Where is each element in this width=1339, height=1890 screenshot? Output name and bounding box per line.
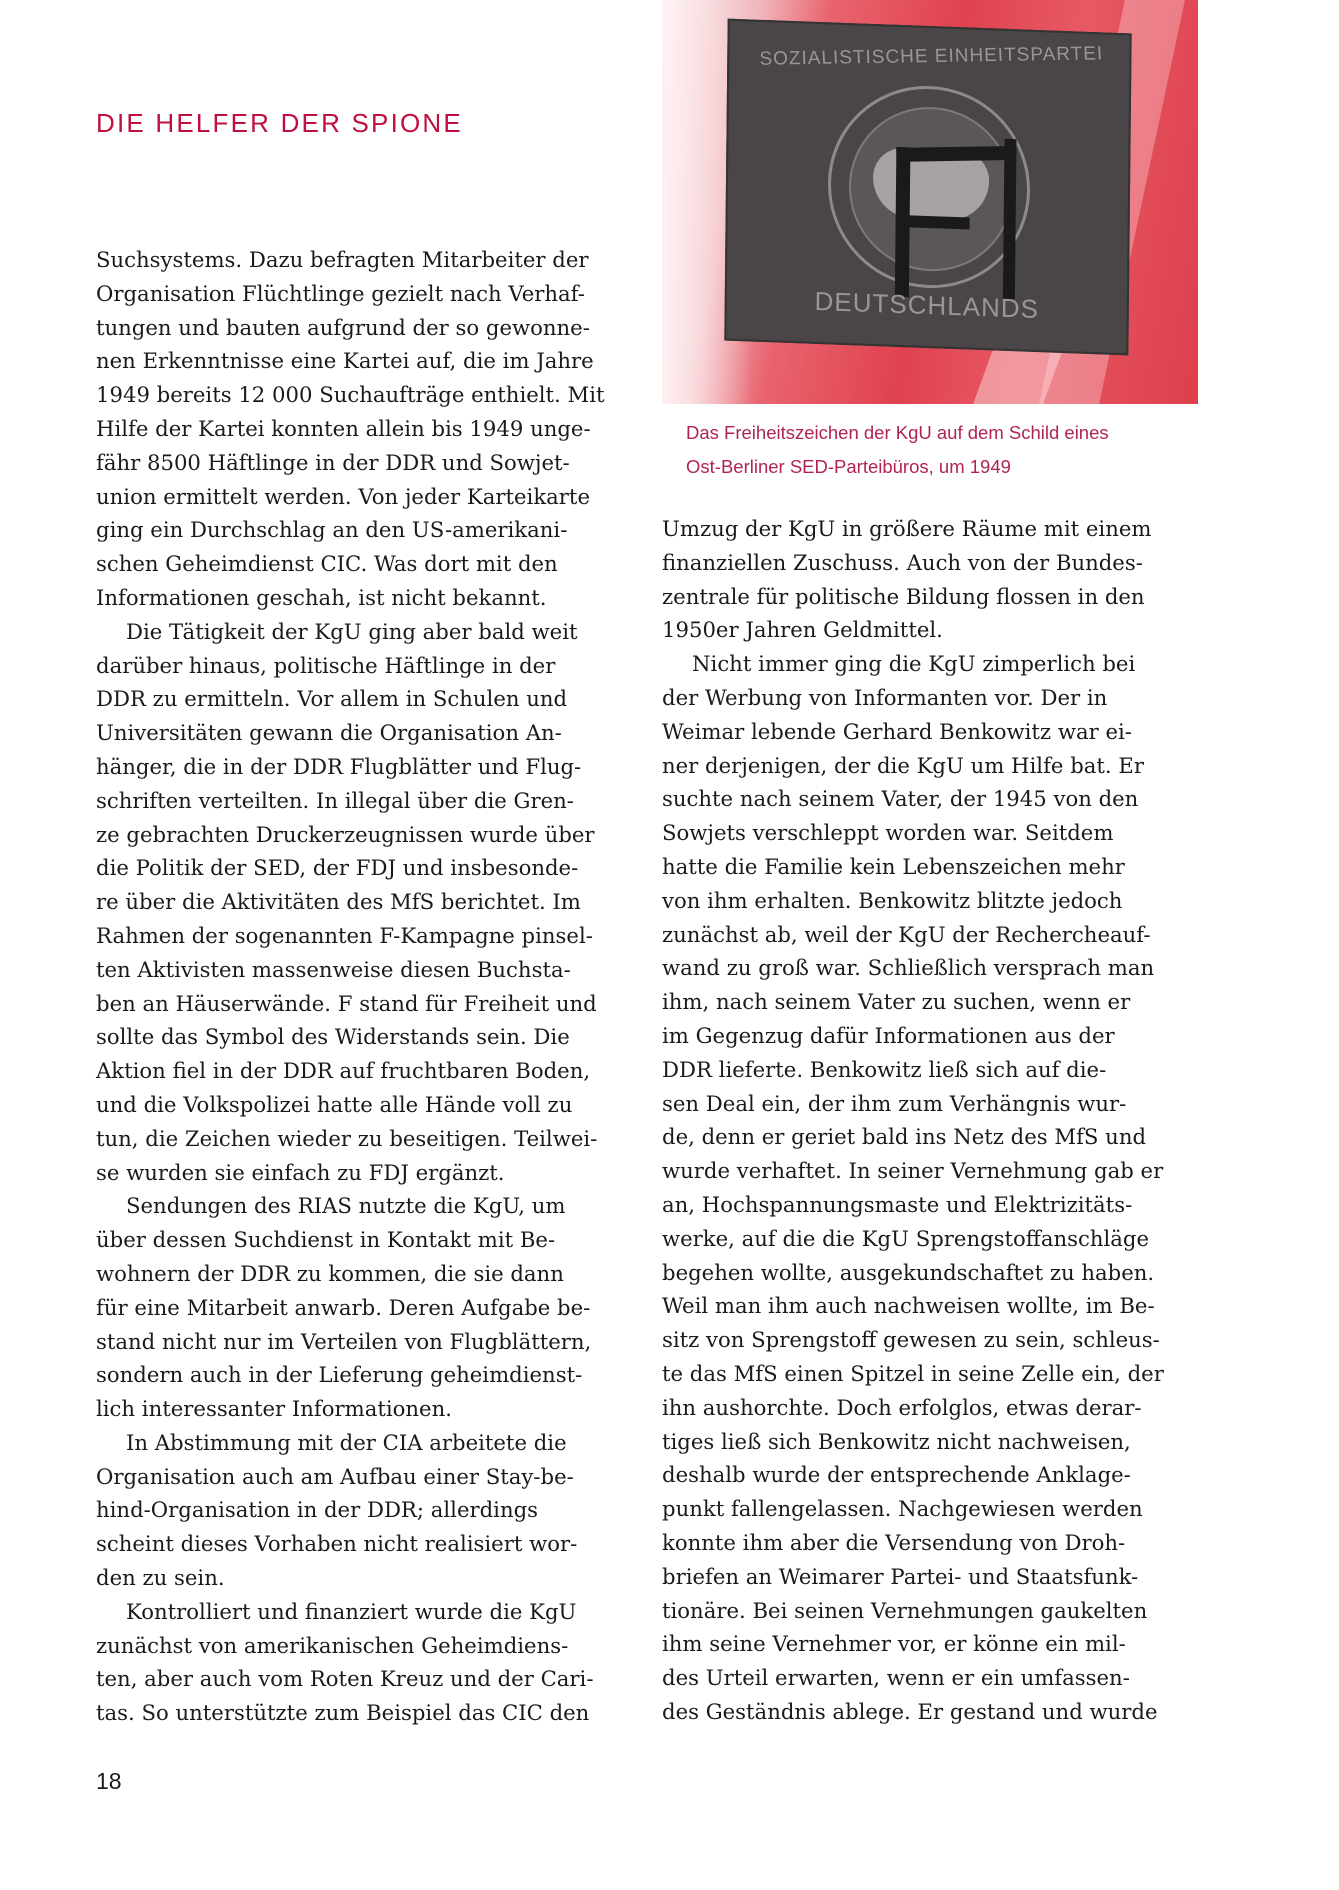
painted-stroke — [1003, 139, 1017, 299]
text-line: 1949 bereits 12 000 Suchaufträge enthielt. Mit — [96, 382, 605, 408]
text-line: wurde verhaftet. In seiner Vernehmung gab er — [662, 1158, 1164, 1184]
text-line: finanziellen Zuschuss. Auch von der Bundes- — [662, 549, 1143, 575]
text-line: wohnern der DDR zu kommen, die sie dann — [96, 1260, 564, 1286]
sign-text-bottom: DEUTSCHLANDS — [814, 285, 1040, 325]
text-line: ihn aushorchte. Doch erfolglos, etwas derar- — [662, 1394, 1142, 1420]
text-line: punkt fallengelassen. Nachgewiesen werden — [662, 1496, 1143, 1522]
text-line: den zu sein. — [96, 1565, 225, 1591]
text-line: ten Aktivisten massenweise diesen Buchsta- — [96, 956, 571, 982]
text-line: Rahmen der sogenannten F-Kampagne pinsel- — [96, 922, 593, 948]
right-text-column — [662, 512, 1202, 1729]
text-line: des Geständnis ablege. Er gestand und wurde — [662, 1698, 1158, 1724]
text-line: ihm, nach seinem Vater zu suchen, wenn er — [662, 989, 1131, 1015]
figure-caption — [686, 416, 1186, 484]
painted-f-stroke — [896, 146, 1011, 162]
text-line: re über die Aktivitäten des MfS berichtet. Im — [96, 889, 581, 915]
figure-photo — [662, 0, 1198, 404]
text-line: suchte nach seinem Vater, der 1945 von den — [662, 786, 1139, 812]
handshake-emblem-icon — [827, 82, 1031, 291]
text-line: Sendungen des RIAS nutzte die KgU, um — [126, 1193, 566, 1219]
text-line: sondern auch in der Lieferung geheimdienst- — [96, 1362, 583, 1388]
text-line: te das MfS einen Spitzel in seine Zelle ein, der — [662, 1360, 1164, 1386]
text-line: briefen an Weimarer Partei- und Staatsfunk- — [662, 1563, 1139, 1589]
text-line: ze gebrachten Druckerzeugnissen wurde über — [96, 821, 595, 847]
text-line: sollte das Symbol des Widerstands sein. Die — [96, 1024, 570, 1050]
text-line: konnte ihm aber die Versendung von Droh- — [662, 1529, 1126, 1555]
text-line: Suchsystems. Dazu befragten Mitarbeiter der — [96, 247, 589, 272]
text-line: ihm seine Vernehmer vor, er könne ein mil- — [662, 1631, 1126, 1657]
page-number: 18 — [96, 1768, 122, 1794]
text-line: hänger, die in der DDR Flugblätter und Flug- — [96, 753, 582, 779]
text-line: 1950er Jahren Geldmittel. — [662, 617, 943, 643]
text-line: der Werbung von Informanten vor. Der in — [662, 684, 1108, 710]
text-line: lich interessanter Informationen. — [96, 1396, 452, 1422]
running-title: DIE HELFER DER SPIONE — [96, 108, 463, 138]
text-line: Nicht immer ging die KgU zimperlich bei — [692, 651, 1136, 677]
caption-line: Das Freiheitszeichen der KgU auf dem Schild eines — [686, 422, 1109, 443]
text-line: Hilfe der Kartei konnten allein bis 1949 unge- — [96, 415, 591, 441]
text-line: an, Hochspannungsmaste und Elektrizitäts- — [662, 1191, 1133, 1217]
sign-text-top: SOZIALISTISCHE EINHEITSPARTEI — [759, 43, 1104, 70]
text-line: tionäre. Bei seinen Vernehmungen gaukelten — [662, 1597, 1148, 1623]
text-line: sitz von Sprengstoff gewesen zu sein, schleus- — [662, 1327, 1160, 1353]
text-line: scheint dieses Vorhaben nicht realisiert wor- — [96, 1531, 578, 1557]
text-line: Weimar lebende Gerhard Benkowitz war ei- — [662, 718, 1132, 744]
text-line: zentrale für politische Bildung flossen in den — [662, 583, 1145, 609]
caption-line: Ost-Berliner SED-Parteibüros, um 1949 — [686, 456, 1011, 477]
text-line: werke, auf die die KgU Sprengstoffanschläge — [662, 1225, 1150, 1251]
text-line: ner derjenigen, der die KgU um Hilfe bat. Er — [662, 752, 1144, 778]
text-line: deshalb wurde der entsprechende Anklage- — [662, 1462, 1131, 1488]
text-line: In Abstimmung mit der CIA arbeitete die — [126, 1429, 567, 1455]
text-line: Aktion fiel in der DDR auf fruchtbaren Boden, — [96, 1058, 591, 1084]
text-line: des Urteil erwarten, wenn er ein umfassen- — [662, 1665, 1130, 1691]
text-line: tungen und bauten aufgrund der so gewonne- — [96, 314, 590, 340]
text-line: ging ein Durchschlag an den US-amerikani- — [96, 517, 568, 543]
text-line: ten, aber auch vom Roten Kreuz und der Cari- — [96, 1666, 594, 1692]
text-line: begehen wollte, ausgekundschaftet zu haben. — [662, 1259, 1155, 1285]
text-line: union ermittelt werden. Von jeder Karteikarte — [96, 483, 590, 509]
text-line: im Gegenzug dafür Informationen aus der — [662, 1022, 1115, 1048]
text-line: Informationen geschah, ist nicht bekannt. — [96, 584, 547, 610]
text-line: nen Erkenntnisse eine Kartei auf, die im Jahre — [96, 348, 594, 374]
text-line: schriften verteilten. In illegal über die Gren- — [96, 787, 574, 813]
text-line: schen Geheimdienst CIC. Was dort mit den — [96, 551, 558, 577]
text-line: ben an Häuserwände. F stand für Freiheit und — [96, 990, 597, 1016]
text-line: hind-Organisation in der DDR; allerdings — [96, 1497, 539, 1523]
text-line: DDR lieferte. Benkowitz ließ sich auf die- — [662, 1056, 1107, 1082]
text-line: von ihm erhalten. Benkowitz blitzte jedoch — [662, 887, 1123, 913]
text-line: Kontrolliert und finanziert wurde die KgU — [126, 1598, 577, 1624]
text-line: se wurden sie einfach zu FDJ ergänzt. — [96, 1159, 505, 1185]
text-line: und die Volkspolizei hatte alle Hände voll zu — [96, 1091, 573, 1117]
text-line: Umzug der KgU in größere Räume mit einem — [662, 516, 1152, 541]
party-sign — [724, 19, 1131, 356]
text-line: sen Deal ein, der ihm zum Verhängnis wur- — [662, 1090, 1127, 1116]
text-line: tun, die Zeichen wieder zu beseitigen. Teilwei- — [96, 1125, 598, 1151]
text-line: Organisation Flüchtlinge gezielt nach Verhaf- — [96, 280, 585, 306]
text-line: für eine Mitarbeit anwarb. Deren Aufgabe be- — [96, 1294, 591, 1320]
text-line: zunächst ab, weil der KgU der Rechercheauf- — [662, 921, 1151, 947]
text-line: über dessen Suchdienst in Kontakt mit Be- — [96, 1227, 556, 1253]
emblem-inner — [848, 104, 1014, 274]
text-line: wand zu groß war. Schließlich versprach man — [662, 955, 1155, 981]
text-line: tiges ließ sich Benkowitz nicht nachweisen, — [662, 1428, 1131, 1454]
text-line: Weil man ihm auch nachweisen wollte, im Be- — [662, 1293, 1155, 1319]
text-line: tas. So unterstützte zum Beispiel das CIC den — [96, 1700, 590, 1726]
text-line: hatte die Familie kein Lebenszeichen mehr — [662, 853, 1125, 879]
text-line: Organisation auch am Aufbau einer Stay-be- — [96, 1463, 574, 1489]
text-line: stand nicht nur im Verteilen von Flugblättern, — [96, 1328, 592, 1354]
text-line: zunächst von amerikanischen Geheimdiens- — [96, 1632, 569, 1658]
text-line: Die Tätigkeit der KgU ging aber bald weit — [126, 618, 578, 644]
left-text-column — [96, 243, 636, 1730]
text-line: de, denn er geriet bald ins Netz des MfS und — [662, 1124, 1147, 1150]
text-line: darüber hinaus, politische Häftlinge in der — [96, 652, 556, 678]
text-line: die Politik der SED, der FDJ und insbesonde- — [96, 855, 579, 881]
text-line: Universitäten gewann die Organisation An- — [96, 720, 562, 746]
text-line: Sowjets verschleppt worden war. Seitdem — [662, 820, 1114, 846]
text-line: DDR zu ermitteln. Vor allem in Schulen und — [96, 686, 568, 712]
text-line: fähr 8500 Häftlinge in der DDR und Sowjet- — [96, 449, 570, 475]
